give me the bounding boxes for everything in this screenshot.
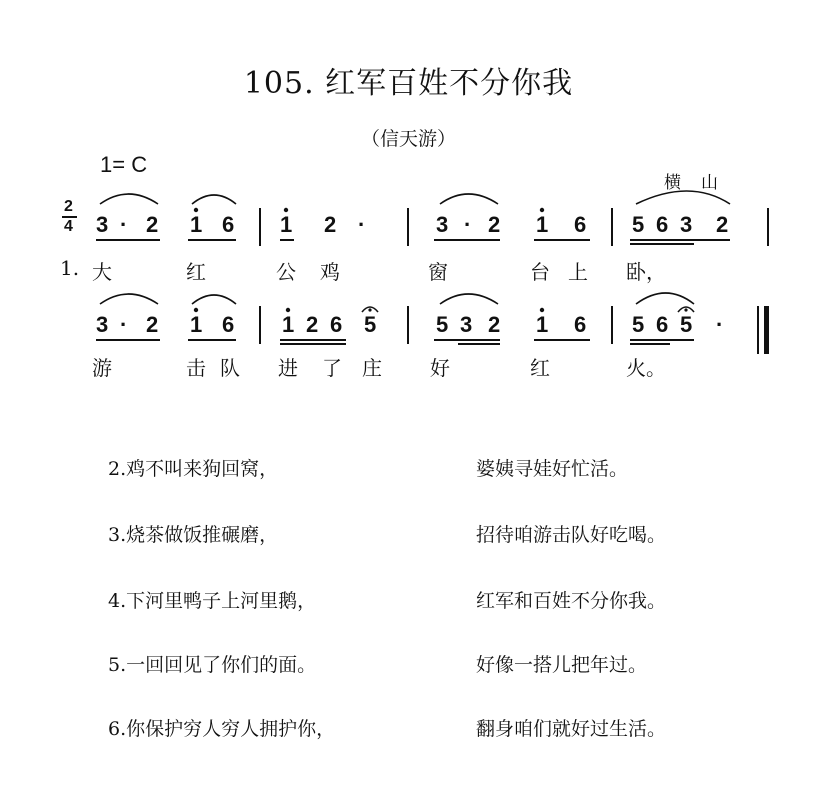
note: 2: [146, 212, 159, 237]
note: 6: [222, 212, 235, 237]
lyric-char: 队: [220, 356, 240, 380]
lyric-char: 进: [278, 356, 298, 380]
octave-dot: [540, 208, 544, 212]
note: 1: [536, 312, 549, 337]
note: 5: [436, 312, 449, 337]
lyric-char: 鸡: [320, 260, 340, 284]
note: 1: [190, 312, 203, 337]
lyric-char: 火。: [626, 356, 666, 380]
lyric-char: 了: [322, 356, 342, 380]
lyric-char: 上: [568, 260, 588, 284]
note: 2: [488, 312, 501, 337]
verse-line-second: 婆姨寻娃好忙活。: [476, 458, 629, 480]
region-label: 横山: [664, 173, 738, 193]
note: 3: [436, 212, 449, 237]
lyric-char: 红: [530, 356, 550, 380]
octave-dot: [194, 208, 198, 212]
lyric-char: 红: [186, 260, 206, 284]
note-dot: ·: [464, 212, 472, 237]
time-signature-numerator: 2: [64, 198, 73, 215]
slur: [100, 194, 158, 204]
lyric-char: 庄: [362, 356, 382, 380]
note: 6: [656, 312, 669, 337]
verse-line-first: 2.鸡不叫来狗回窝，: [108, 458, 279, 480]
note: 3: [96, 212, 109, 237]
lyric-char: 游: [92, 356, 112, 380]
slur: [440, 194, 498, 204]
note: 5: [680, 312, 693, 337]
note: 5: [632, 212, 645, 237]
fermatas: [362, 307, 694, 312]
note: 3: [460, 312, 473, 337]
note: 5: [364, 312, 377, 337]
note-dot: ·: [120, 212, 128, 237]
verse-line-second: 红军和百姓不分你我。: [476, 590, 667, 612]
slur: [636, 191, 730, 204]
verse-line-first: 5.一回回见了你们的面。: [108, 654, 317, 676]
note-dot: ·: [120, 312, 128, 337]
note: 1: [280, 212, 293, 237]
octave-dot: [284, 208, 288, 212]
song-title: 105. 红军百姓不分你我: [243, 66, 574, 101]
slur: [636, 293, 694, 304]
octave-dots: [194, 208, 544, 312]
song-subtitle: （信天游）: [360, 128, 456, 150]
verse-line-first: 4.下河里鸭子上河里鹅，: [108, 590, 317, 612]
slur: [440, 294, 498, 304]
fermata-dot: [684, 308, 687, 311]
note: 6: [574, 312, 587, 337]
slur: [100, 294, 158, 304]
lyric-char: 窗: [428, 260, 448, 284]
note: 3: [96, 312, 109, 337]
note: 6: [656, 212, 669, 237]
octave-dot: [286, 308, 290, 312]
note: 1: [190, 212, 203, 237]
note: 1: [282, 312, 295, 337]
verse-line-first: 6.你保护穷人穷人拥护你，: [108, 718, 336, 740]
time-signature-denominator: 4: [64, 218, 73, 235]
verse-number: 1.: [60, 256, 80, 280]
verse-line-second: 翻身咱们就好过生活。: [476, 718, 667, 740]
key-signature: 1= C: [100, 152, 148, 177]
note: 6: [222, 312, 235, 337]
lyric-char: 好: [430, 356, 450, 380]
note-dot: ·: [716, 312, 724, 337]
note: 2: [488, 212, 501, 237]
verse-line-second: 招待咱游击队好吃喝。: [476, 524, 667, 546]
note-dot: ·: [358, 212, 366, 237]
lyric-char: 卧，: [626, 260, 666, 284]
slur: [192, 295, 236, 304]
verse-line-second: 好像一搭儿把年过。: [476, 654, 648, 676]
note: 6: [574, 212, 587, 237]
slurs: [100, 191, 730, 304]
note: 2: [324, 212, 337, 237]
note: 2: [716, 212, 729, 237]
octave-dot: [194, 308, 198, 312]
duration-underlines: [96, 240, 730, 344]
note: 6: [330, 312, 343, 337]
note: 3: [680, 212, 693, 237]
lyric-char: 公: [276, 260, 296, 284]
fermata-dot: [368, 308, 371, 311]
note: 2: [306, 312, 319, 337]
slur: [192, 195, 236, 204]
verse-line-first: 3.烧茶做饭推碾磨，: [108, 524, 279, 546]
note: 5: [632, 312, 645, 337]
lyric-char: 台: [530, 260, 550, 284]
note: 2: [146, 312, 159, 337]
note: 1: [536, 212, 549, 237]
lyric-char: 大: [92, 260, 112, 284]
octave-dot: [540, 308, 544, 312]
lyric-char: 击: [186, 356, 206, 380]
